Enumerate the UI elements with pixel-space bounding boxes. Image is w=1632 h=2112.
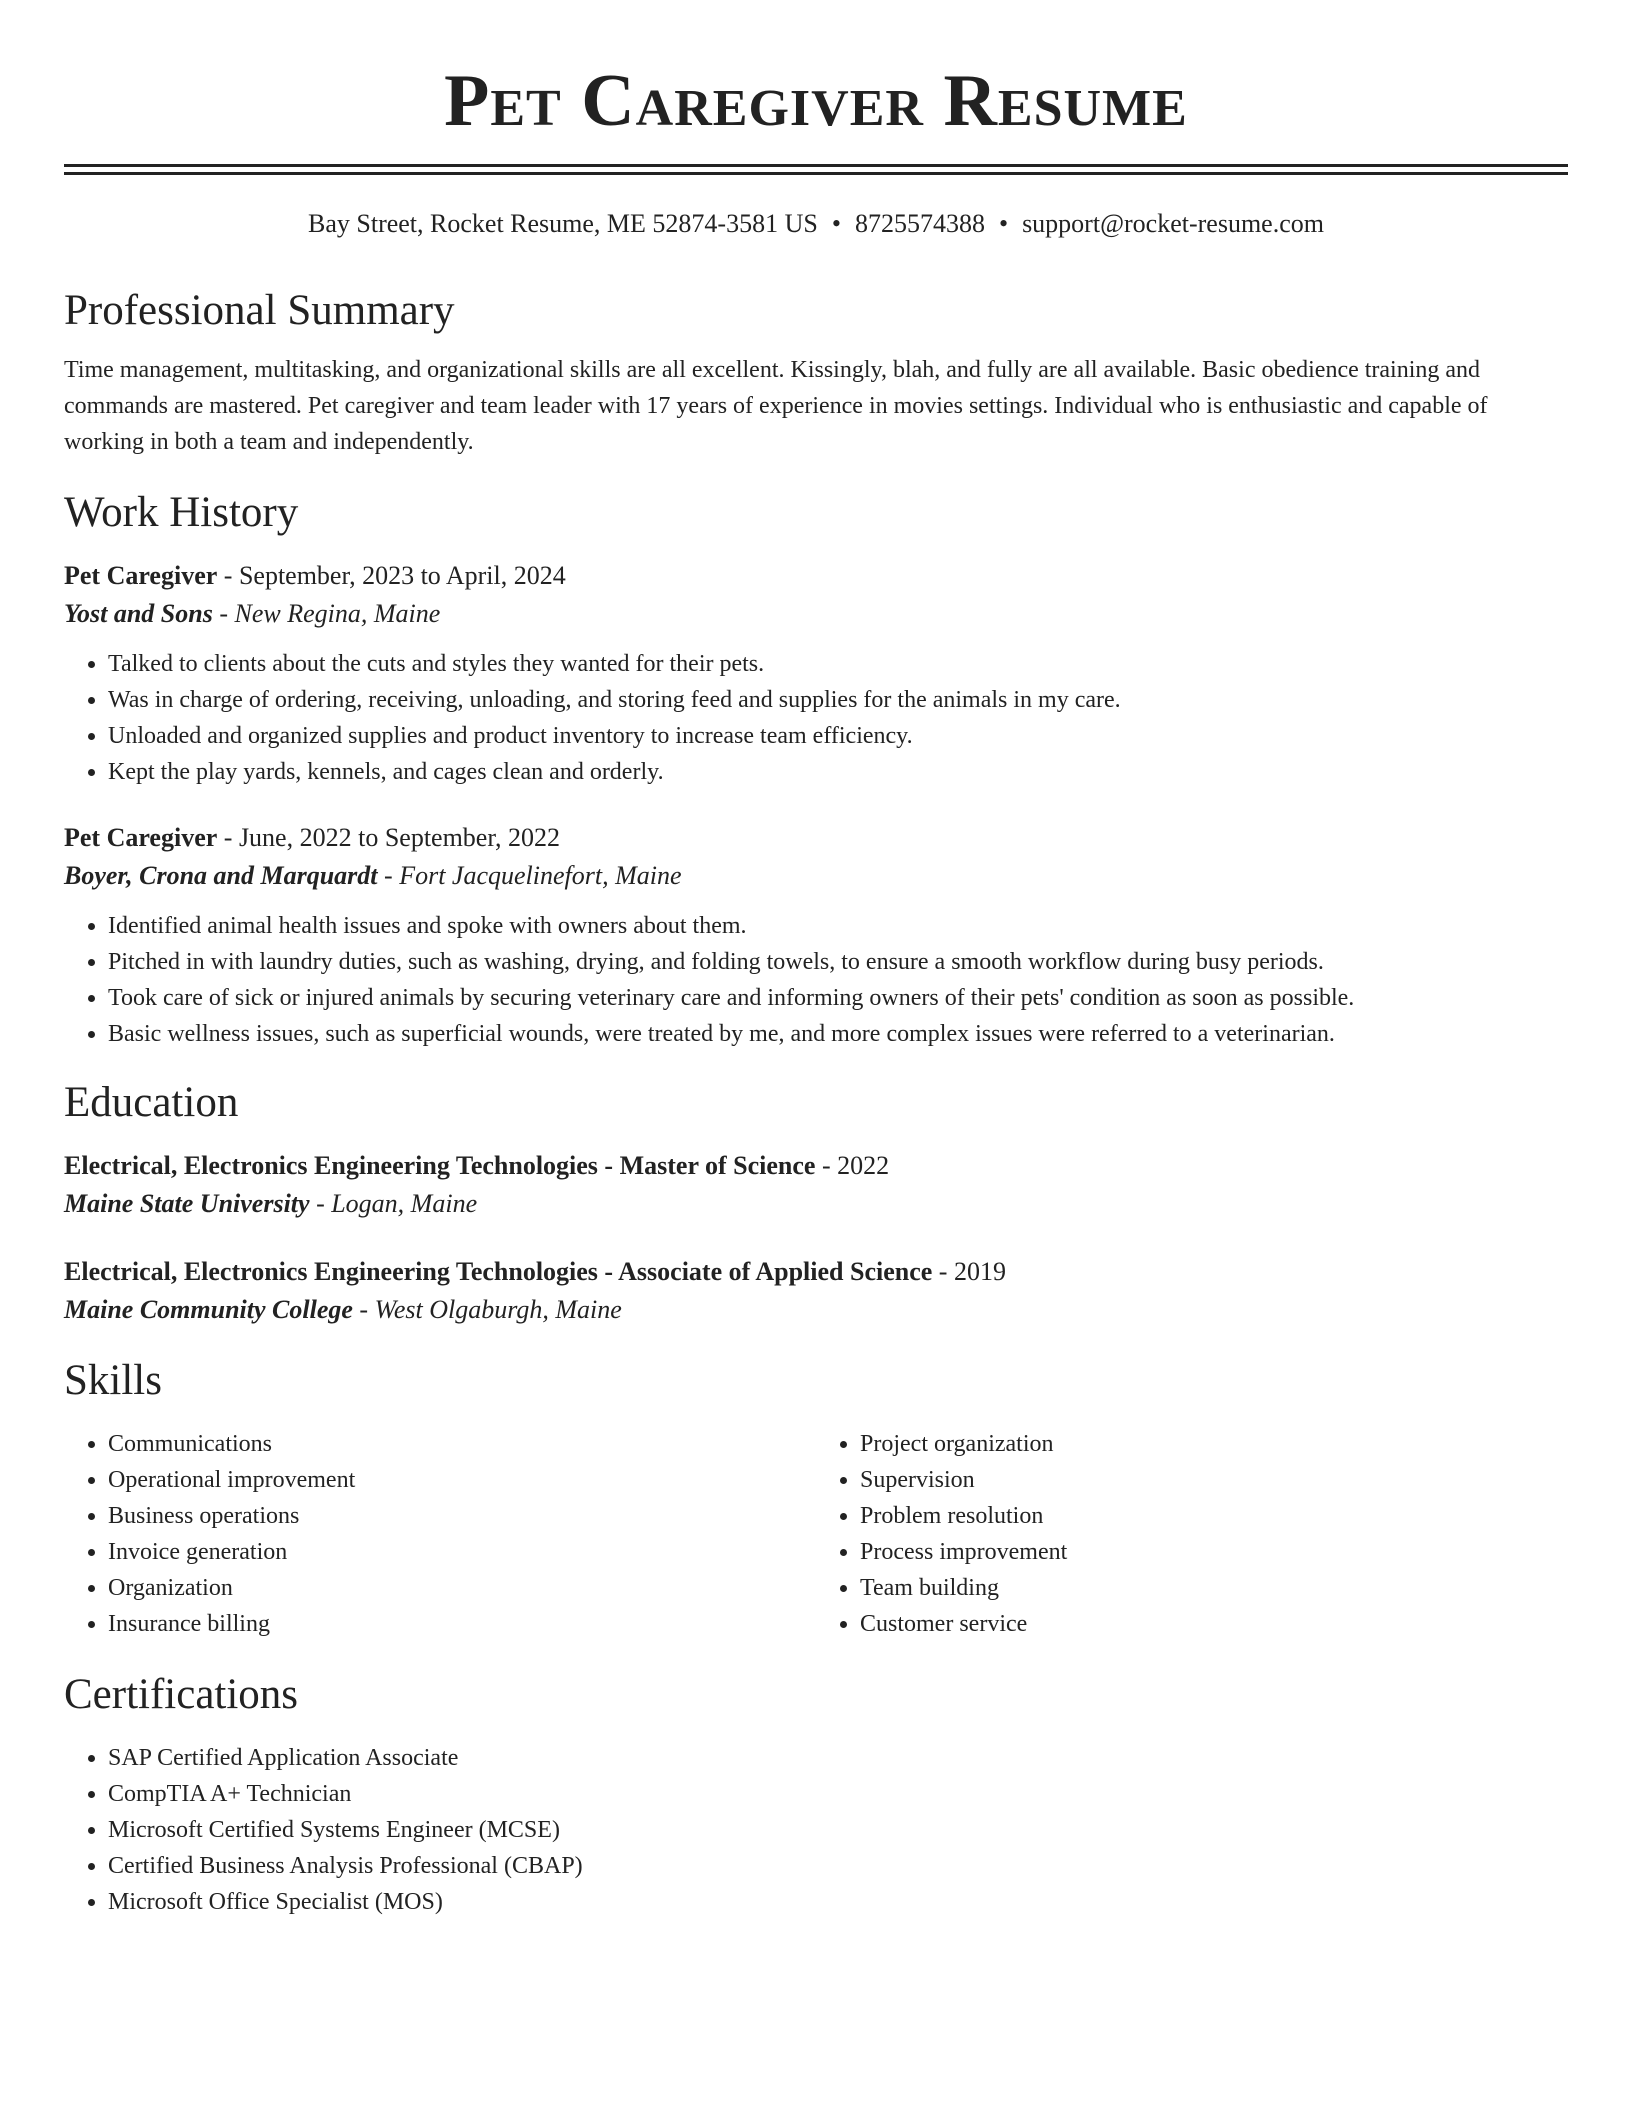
summary-heading: Professional Summary [64,287,455,334]
job-bullet: • Was in charge of ordering, receiving, unloading, and storing feed and supplies for the animals in my care. [108,682,1568,718]
job-location: - Fort Jacquelinefort, Maine [377,861,682,890]
job-bullet: • Identified animal health issues and spoke with owners about them. [108,908,1568,944]
skills-grid [64,1426,1568,1642]
skill-item: • Problem resolution [860,1498,1568,1534]
job-entry [64,558,1568,790]
job-bullet: • Kept the play yards, kennels, and cages clean and orderly. [108,754,1568,790]
education-entry [64,1148,1568,1224]
education-heading: Education [64,1079,239,1126]
school-name: Maine Community College [64,1295,353,1324]
school-line [64,1184,1568,1224]
job-title-line [64,558,1568,594]
work-history-section [64,486,1568,1052]
job-entry [64,820,1568,1052]
title-divider [64,164,1568,175]
degree-name: Electrical, Electronics Engineering Technologies - Associate of Applied Science [64,1257,933,1286]
certifications-heading: Certifications [64,1671,299,1718]
skill-item: • Business operations [108,1498,816,1534]
job-company-line [64,594,1568,634]
page-title: Pet Caregiver Resume [444,60,1188,142]
skill-item: • Supervision [860,1462,1568,1498]
school-location: - Logan, Maine [309,1189,478,1218]
job-company-line [64,856,1568,896]
job-title-line [64,820,1568,856]
education-entry [64,1254,1568,1330]
contact-phone: 8725574388 [854,209,985,238]
summary-section [64,284,1568,460]
job-bullet: • Talked to clients about the cuts and styles they wanted for their pets. [108,646,1568,682]
skill-item: • Team building [860,1570,1568,1606]
education-section [64,1076,1568,1330]
job-company: Boyer, Crona and Marquardt [64,861,378,890]
job-location: - New Regina, Maine [212,599,441,628]
certification-item: • Microsoft Office Specialist (MOS) [108,1884,1568,1920]
certification-item: • Certified Business Analysis Professional (CBAP) [108,1848,1568,1884]
job-bullets [64,646,1568,790]
school-name: Maine State University [64,1189,310,1218]
certifications-list [64,1740,1568,1920]
job-dates: - June, 2022 to September, 2022 [217,823,560,852]
job-bullet: • Took care of sick or injured animals by securing veterinary care and informing owners of their pets' condition as soon as possible. [108,980,1568,1016]
school-line [64,1290,1568,1330]
skill-item: • Customer service [860,1606,1568,1642]
contact-email: support@rocket-resume.com [1022,209,1324,238]
degree-year: - 2019 [932,1257,1006,1286]
skill-item: • Operational improvement [108,1462,816,1498]
job-bullet: • Unloaded and organized supplies and product inventory to increase team efficiency. [108,718,1568,754]
job-bullets [64,908,1568,1052]
skill-item: • Communications [108,1426,816,1462]
contact-address: Bay Street, Rocket Resume, ME 52874-3581 US [308,209,818,238]
degree-line [64,1148,1568,1184]
job-bullet: • Basic wellness issues, such as superficial wounds, were treated by me, and more complex issues were referred to a veterinarian. [108,1016,1568,1052]
certification-item: • Microsoft Certified Systems Engineer (MCSE) [108,1812,1568,1848]
skill-item: • Insurance billing [108,1606,816,1642]
skills-column-left [64,1426,816,1642]
skills-column-right [816,1426,1568,1642]
contact-separator: • [831,209,841,238]
skills-section [64,1354,1568,1642]
work-history-heading: Work History [64,489,299,536]
certification-item: • CompTIA A+ Technician [108,1776,1568,1812]
degree-name: Electrical, Electronics Engineering Technologies - Master of Science [64,1151,816,1180]
contact-line [64,208,1568,240]
job-bullet: • Pitched in with laundry duties, such as washing, drying, and folding towels, to ensure a smooth workflow during busy periods. [108,944,1568,980]
skill-item: • Organization [108,1570,816,1606]
summary-text: Time management, multitasking, and organizational skills are all excellent. Kissingly, blah, and fully are all available. Basic obedience training and commands are mastered. Pet caregiver and team leader with 17 years of experience in movies settings. Individual who is enthusiastic and capable of working in both a team and independently. [64,357,1488,455]
skill-item: • Invoice generation [108,1534,816,1570]
certification-item: • SAP Certified Application Associate [108,1740,1568,1776]
skills-heading: Skills [64,1357,162,1404]
skill-item: • Process improvement [860,1534,1568,1570]
job-dates: - September, 2023 to April, 2024 [217,561,566,590]
degree-line [64,1254,1568,1290]
certifications-section [64,1668,1568,1920]
contact-separator: • [998,209,1009,238]
job-title: Pet Caregiver [64,823,218,852]
job-title: Pet Caregiver [64,561,218,590]
school-location: - West Olgaburgh, Maine [352,1295,622,1324]
skill-item: • Project organization [860,1426,1568,1462]
degree-year: - 2022 [815,1151,890,1180]
job-company: Yost and Sons [64,599,213,628]
